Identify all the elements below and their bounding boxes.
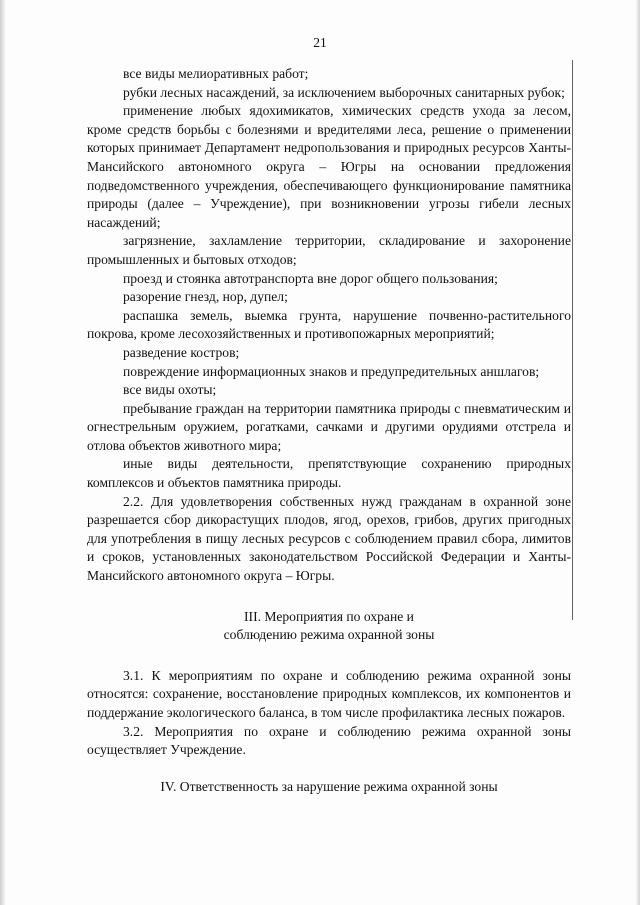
spacer [87,645,571,667]
paragraph-3-2: 3.2. Мероприятия по охране и соблюдению режима охранной зоны осуществляет Учреждение. [87,723,571,758]
list-item: повреждение информационных знаков и предупредительных аншлагов; [123,363,540,379]
section-4-title: IV. Ответственность за нарушение режима охранной зоны [160,778,498,794]
spacer [87,760,571,778]
paragraph-3-1: 3.1. К мероприятиям по охране и соблюдению режима охранной зоны относятся: сохранение, восстановление природных комплексов, их компонентов и поддержание экологического баланса, в том числе профилактика лесных пожаров. [87,667,571,720]
list-item: загрязнение, захламление территории, складирование и захоронение промышленных и бытовых отходов; [87,233,571,267]
list-item: разведение костров; [123,344,240,360]
list-item: рубки лесных насаждений, за исключением выборочных санитарных рубок; [123,84,565,100]
section-3-title-line-2: соблюдению режима охранной зоны [223,627,435,643]
list-item: разорение гнезд, нор, дупел; [123,289,288,305]
scan-left-edge [0,0,5,905]
list-item: пребывание граждан на территории памятника природы с пневматическим и огнестрельным оружием, рогатками, сачками и другими орудиями отстрела и отлова объектов животного мира; [87,400,571,453]
spacer [87,586,571,608]
paragraph-2-2: 2.2. Для удовлетворения собственных нужд гражданам в охранной зоне разрешается сбор дикорастущих плодов, ягод, орехов, грибов, других пригодных для употребления в пищу лесных ресурсов с соблюдением правил сбора, лимитов и сроков, установленных законодательством Российской Федерации и Ханты-Мансийского автономного округа – Югры. [87,493,571,584]
section-3-title-line-1: III. Мероприятия по охране и [244,608,414,624]
document-body [87,65,571,796]
list-item: применение любых ядохимикатов, химических средств ухода за лесом, кроме средств борьбы с болезнями и вредителями леса, решение о применении которых принимает Департамент недропользования и природных ресурсов Ханты-Мансийского автономного округа – Югры на основании предложения подведомственного учреждения, обеспечивающего функционирование памятника природы (далее – Учреждение), при возникновении угрозы гибели лесных насаждений; [87,103,571,230]
list-item: проезд и стоянка автотранспорта вне дорог общего пользования; [123,270,498,286]
list-item: все виды охоты; [123,382,217,398]
list-item: все виды мелиоративных работ; [123,66,309,81]
scan-artifact-line [572,60,573,620]
scan-right-edge [636,0,640,905]
page-number: 21 [313,35,327,50]
list-item: распашка земель, выемка грунта, нарушение почвенно-растительного покрова, кроме лесохозяйственных и противопожарных мероприятий; [87,307,571,342]
list-item: иные виды деятельности, препятствующие сохранению природных комплексов и объектов памятника природы. [87,456,571,491]
